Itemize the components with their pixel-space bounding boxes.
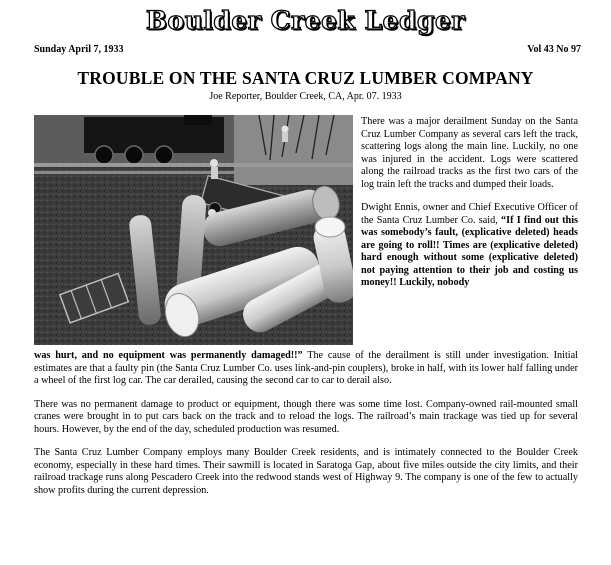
- article-paragraph-4: The Santa Cruz Lumber Company employs many Boulder Creek residents, and is intimately connected to the Boulder Creek economy, especially in these hard times. Their sawmill is located in Saratoga Gap, about five miles outside the city limits, and their railroad trackage runs along Pescadero Creek into the redwood stands west of Highway 9. The company is one of the few to actually show profits during the current depression.: [34, 447, 578, 496]
- article-column-right: [361, 116, 578, 290]
- article-headline: TROUBLE ON THE SANTA CRUZ LUMBER COMPANY: [77, 68, 534, 88]
- masthead-title: Boulder Creek Ledger: [145, 6, 466, 35]
- article-paragraph-1: There was a major derailment Sunday on the Santa Cruz Lumber Company as several cars left the track, scattering logs along the main line. Luckily, no one was injured in the accident. Logs were scattered along the railroad tracks as the first two cars of the log train left the tracks and dumped their loads.: [361, 116, 578, 190]
- article-paragraph-3: There was no permanent damage to product or equipment, though there was some time lost. Company-owned rail-mounted small cranes were brought in to put cars back on the track and to reload the logs. The railroad’s main trackage was tied up for several hours. However, by the end of the day, scheduled production was resumed.: [34, 398, 578, 435]
- issue-volume: Vol 43 No 97: [527, 44, 581, 55]
- ceo-quote-bottom: was hurt, and no equipment was permanently damaged!!”: [34, 350, 303, 361]
- article-full-width: [34, 350, 578, 497]
- article-byline: Joe Reporter, Boulder Creek, CA, Apr. 07. 1933: [209, 91, 402, 102]
- article-paragraph-2-bottom: [34, 350, 578, 388]
- derailment-photo: [34, 115, 353, 345]
- derailment-cause: The cause of the derailment is still under investigation. Initial estimates are that a faulty pin (the Santa Cruz Lumber Co. uses link-and-pin couplers), broke in half, with its lower half falling under a wheel of the first log car. The car derailed, causing the second car to car to derail also.: [34, 350, 578, 386]
- ceo-quote-top: “If I find out this was somebody’s fault, (explicative deleted) heads are going to roll!! Times are (explicative deleted) hard enough without some (explicative deleted) not paying attention to their job and costing us money!! Luckily, nobody: [361, 214, 578, 288]
- derailment-photo-image: [34, 115, 353, 345]
- article-paragraph-2-top: [361, 202, 578, 290]
- quote-intro: Dwight Ennis, owner and Chief Executive Officer of the Santa Cruz Lumber Co. said,: [361, 202, 578, 226]
- issue-date: Sunday April 7, 1933: [34, 44, 124, 55]
